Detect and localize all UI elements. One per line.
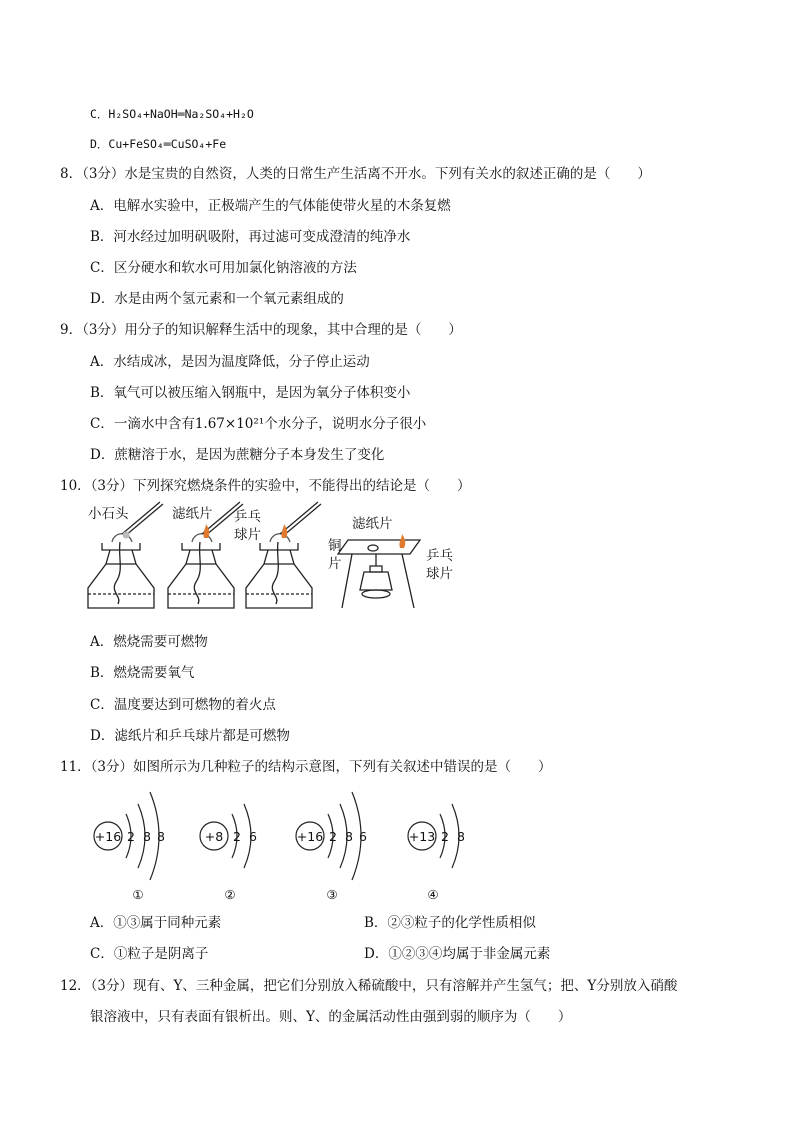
q7-option-d: D．Cu+FeSO₄═CuSO₄+Fe <box>90 137 227 151</box>
particle-3-nucleus: +16 <box>296 829 324 844</box>
particle-4-label: ④ <box>427 887 439 902</box>
particle-3-shell: 8 <box>345 829 353 844</box>
flame-icon <box>203 524 209 538</box>
q11-stem: 11．（3分）如图所示为几种粒子的结构示意图，下列有关叙述中错误的是（ ） <box>60 759 552 775</box>
alcohol-lamp-1 <box>88 534 154 608</box>
q9-option-a: A．水结成冰，是因为温度降低，分子停止运动 <box>90 354 370 370</box>
q8-option-b: B．河水经过加明矾吸附，再过滤可变成澄清的纯净水 <box>90 229 411 245</box>
label-pingpong-1b: 球片 <box>234 527 261 543</box>
particle-4-shell: 8 <box>457 829 465 844</box>
alcohol-lamp-3 <box>246 534 312 608</box>
label-copper-b: 片 <box>328 556 342 572</box>
q11-option-b: B．②③粒子的化学性质相似 <box>364 915 536 931</box>
particle-4-shell: 2 <box>441 829 449 844</box>
flame-icon <box>281 524 287 538</box>
q10-option-a: A．燃烧需要可燃物 <box>90 634 208 650</box>
particle-1-shell: 2 <box>127 829 135 844</box>
q11-option-d: D．①②③④均属于非金属元素 <box>364 946 551 962</box>
q11-option-c: C．①粒子是阴离子 <box>90 946 209 962</box>
flame-icon <box>399 534 405 548</box>
q9-stem: 9．（3分）用分子的知识解释生活中的现象，其中合理的是（ ） <box>60 322 462 338</box>
q12-stem-line2: 银溶液中，只有表面有银析出。则、Y、的金属活动性由强到弱的顺序为（ ） <box>90 1009 572 1025</box>
label-filter-paper-1: 滤纸片 <box>172 506 213 522</box>
q10-stem: 10．（3分）下列探究燃烧条件的实验中，不能得出的结论是（ ） <box>60 478 471 494</box>
particle-3-shell: 2 <box>329 829 337 844</box>
particle-4-nucleus: +13 <box>408 829 436 844</box>
q8-option-a: A．电解水实验中，正极端产生的气体能使带火星的木条复燃 <box>90 198 451 214</box>
q7-option-c: C．H₂SO₄+NaOH═Na₂SO₄+H₂O <box>90 107 254 121</box>
particle-1-nucleus: +16 <box>94 829 122 844</box>
stone-icon <box>123 532 130 539</box>
q10-option-c: C．温度要达到可燃物的着火点 <box>90 697 276 713</box>
label-pingpong-2a: 乒乓 <box>426 548 453 564</box>
particle-2-label: ② <box>224 887 236 902</box>
atomic-structure-figure <box>80 784 500 906</box>
particle-2-shell: 2 <box>233 829 241 844</box>
q9-option-b: B．氧气可以被压缩入钢瓶中，是因为氧分子体积变小 <box>90 385 411 401</box>
combustion-experiment-figure <box>80 498 480 623</box>
q8-stem: 8．（3分）水是宝贵的自然资，人类的日常生产生活离不开水。下列有关水的叙述正确的是（ ） <box>60 166 651 182</box>
label-pingpong-2b: 球片 <box>426 566 453 582</box>
label-stone: 小石头 <box>88 506 129 522</box>
particle-2-shell: 6 <box>249 829 257 844</box>
q11-option-a: A．①③属于同种元素 <box>90 915 222 931</box>
label-copper-a: 铜 <box>328 538 342 554</box>
q9-option-c: C．一滴水中含有1.67×10²¹个水分子，说明水分子很小 <box>90 416 427 432</box>
q9-option-d: D．蔗糖溶于水，是因为蔗糖分子本身发生了变化 <box>90 447 385 463</box>
label-pingpong-1a: 乒乓 <box>234 509 261 525</box>
q10-option-d: D．滤纸片和乒乓球片都是可燃物 <box>90 728 290 744</box>
q8-option-c: C．区分硬水和软水可用加氯化钠溶液的方法 <box>90 260 357 276</box>
particle-3-shell: 6 <box>359 829 367 844</box>
copper-plate-setup <box>338 540 420 608</box>
particle-2-nucleus: +8 <box>204 829 224 844</box>
particle-3-label: ③ <box>326 887 338 902</box>
q8-option-d: D．水是由两个氢元素和一个氧元素组成的 <box>90 291 344 307</box>
particle-1-shell: 8 <box>157 829 165 844</box>
label-filter-paper-2: 滤纸片 <box>352 516 393 532</box>
alcohol-lamp-2 <box>168 534 234 608</box>
q12-stem-line1: 12．（3分）现有、Y、三种金属，把它们分别放入稀硫酸中，只有溶解并产生氢气；把、Y分别放入硝酸 <box>60 978 678 994</box>
particle-1-shell: 8 <box>143 829 151 844</box>
q10-option-b: B．燃烧需要氧气 <box>90 665 195 681</box>
particle-1-label: ① <box>132 887 144 902</box>
